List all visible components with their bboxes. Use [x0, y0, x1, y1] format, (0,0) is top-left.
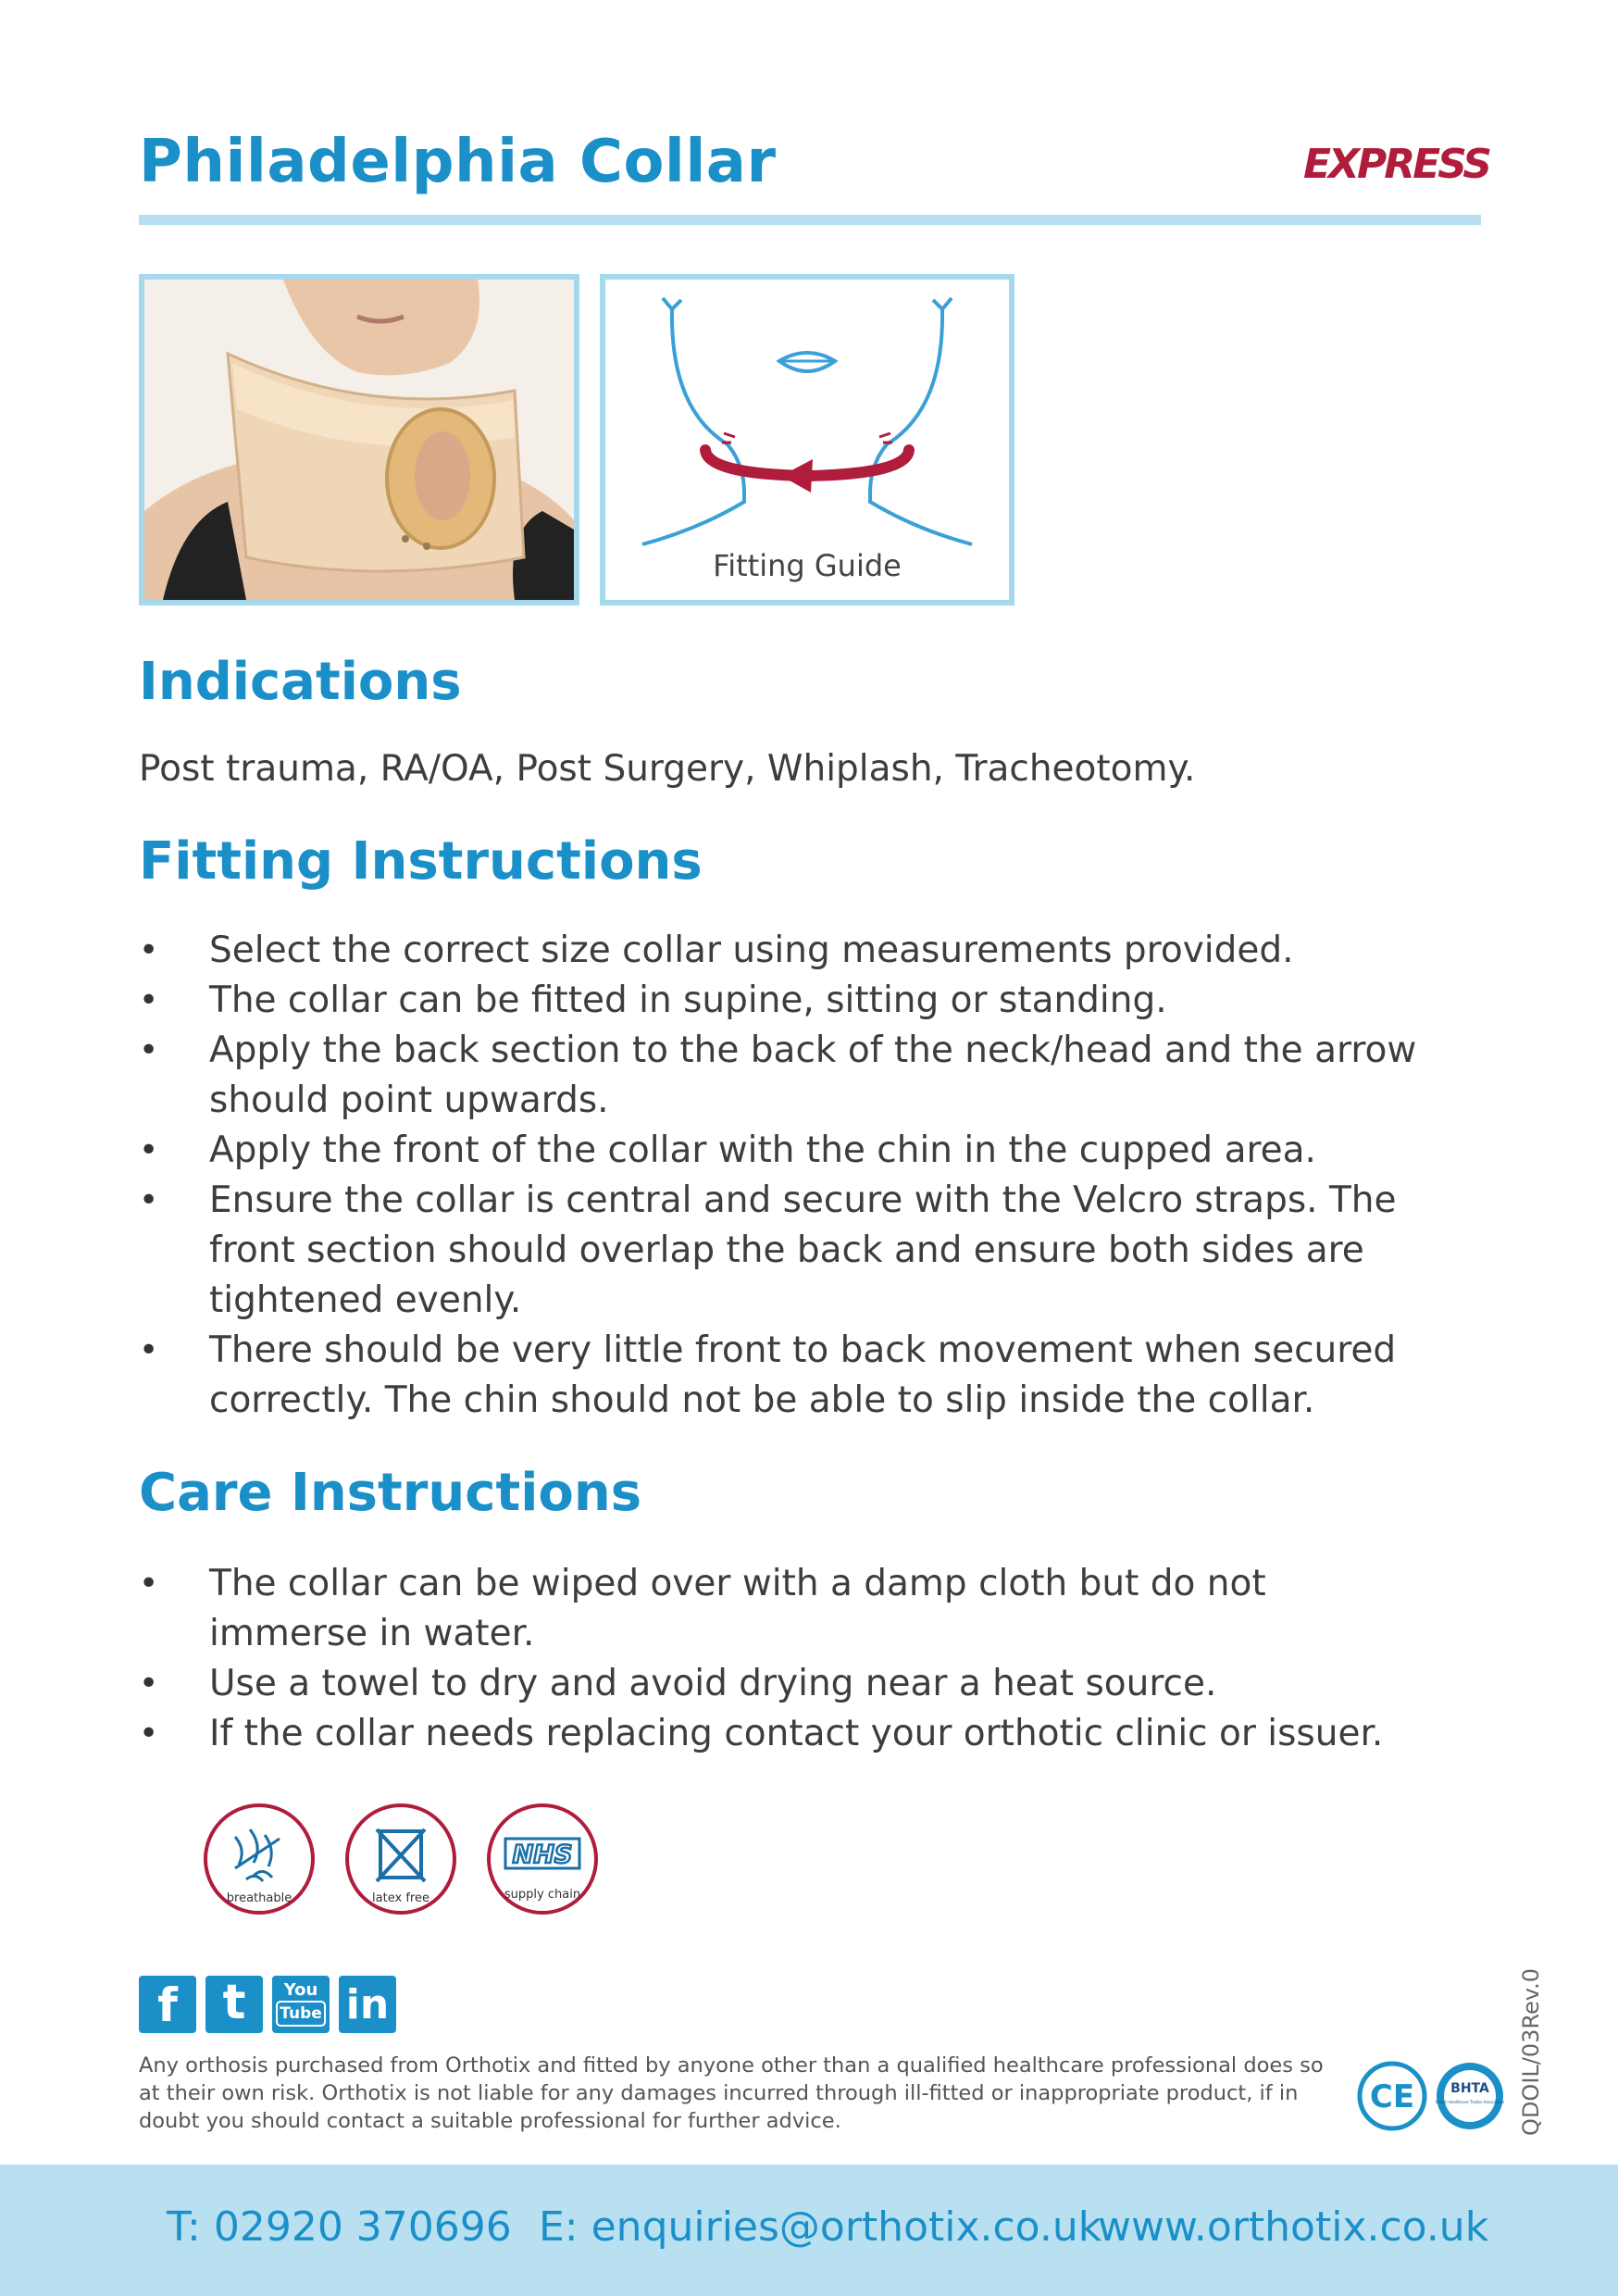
care-list — [139, 1559, 1435, 1759]
list-item: • Ensure the collar is central and secure with the Velcro straps. The front section should overlap the back and ensure both sides are tightened evenly. — [139, 1176, 1435, 1326]
list-item: • The collar can be wiped over with a damp cloth but do not immerse in water. — [139, 1559, 1435, 1659]
fitting-guide-figure — [600, 274, 1014, 605]
list-item: • Apply the front of the collar with the chin in the cupped area. — [139, 1126, 1435, 1176]
indications-text: Post trauma, RA/OA, Post Surgery, Whiplash, Tracheotomy. — [139, 748, 1196, 790]
facebook-icon[interactable]: f — [139, 1976, 196, 2033]
page-title: Philadelphia Collar — [139, 128, 777, 196]
document-reference: QDOIL/03Rev.0 — [1518, 1968, 1544, 2136]
fitting-list — [139, 926, 1435, 1426]
badge-label: latex free — [372, 1891, 429, 1905]
contact-footer — [0, 2165, 1618, 2296]
ce-mark-icon — [1357, 2061, 1427, 2131]
linkedin-icon[interactable]: in — [339, 1976, 396, 2033]
list-item: • There should be very little front to back movement when secured correctly. The chin should not be able to slip inside the collar. — [139, 1326, 1435, 1426]
youtube-you: You — [283, 1980, 318, 2000]
collar-photo-illustration — [144, 280, 574, 600]
youtube-tube: Tube — [276, 2001, 326, 2027]
indications-heading: Indications — [139, 652, 462, 712]
nhs-icon — [485, 1802, 600, 1916]
fitting-guide-caption: Fitting Guide — [713, 548, 902, 583]
express-logo: EXPRESS — [1303, 141, 1489, 188]
footer-phone[interactable]: T: 02920 370696 — [167, 2203, 512, 2251]
breathable-icon — [202, 1802, 317, 1916]
disclaimer-text: Any orthosis purchased from Orthotix and fitted by anyone other than a qualified healthcare professional does so at their own risk. Orthotix is not liable for any damages incurred through ill-fitted or inappropriate product, if in doubt you should contact a suitable professional for further advice. — [139, 2053, 1324, 2133]
footer-website[interactable]: www.orthotix.co.uk — [1098, 2203, 1489, 2251]
care-heading: Care Instructions — [139, 1463, 642, 1523]
youtube-icon[interactable] — [272, 1976, 330, 2033]
bhta-sub: British Healthcare Trades Association — [1435, 2100, 1505, 2104]
list-item: • If the collar needs replacing contact your orthotic clinic or issuer. — [139, 1709, 1435, 1759]
bhta-label: BHTA — [1450, 2081, 1489, 2096]
list-item: • Use a towel to dry and avoid drying near a heat source. — [139, 1659, 1435, 1709]
ce-label: CE — [1369, 2078, 1415, 2115]
bhta-logo — [1435, 2061, 1505, 2131]
nhs-mark: NHS — [512, 1841, 573, 1869]
list-item: • Select the correct size collar using measurements provided. — [139, 926, 1435, 976]
fitting-guide-diagram — [605, 280, 1009, 557]
badge-label: breathable — [226, 1891, 292, 1905]
badge-label: supply chain — [504, 1888, 581, 1902]
list-item: • The collar can be fitted in supine, sitting or standing. — [139, 976, 1435, 1026]
list-item: • Apply the back section to the back of the neck/head and the arrow should point upwards. — [139, 1026, 1435, 1126]
product-photo — [139, 274, 579, 605]
header-rule — [139, 215, 1481, 225]
twitter-icon[interactable]: t — [205, 1976, 263, 2033]
latex-free-icon — [343, 1802, 458, 1916]
fitting-heading: Fitting Instructions — [139, 831, 703, 892]
footer-email[interactable]: E: enquiries@orthotix.co.uk — [539, 2203, 1102, 2251]
